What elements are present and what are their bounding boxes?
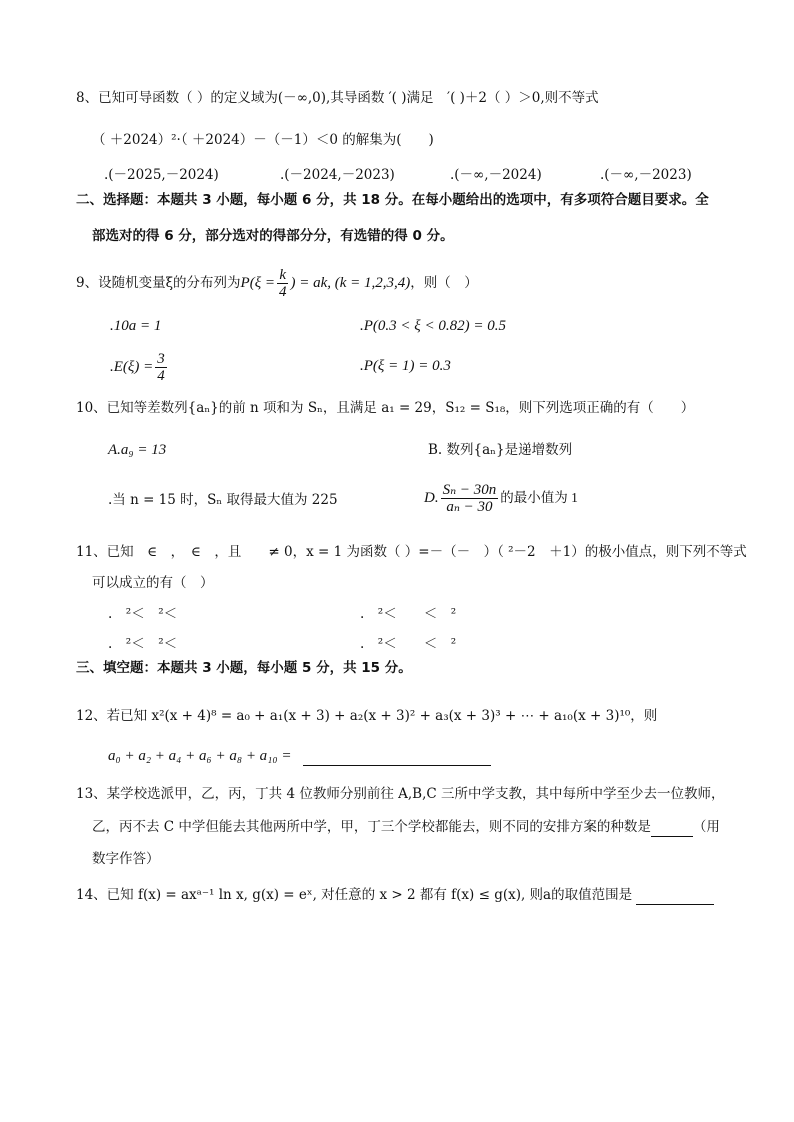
q9-option-c-label: .E(ξ) = xyxy=(110,359,154,375)
q10-option-d-text: 的最小值为 1 xyxy=(500,490,578,505)
q9-option-c xyxy=(110,350,169,384)
q9-option-a: .10a = 1 xyxy=(110,318,162,334)
q10-option-d-numerator: Sₙ − 30n xyxy=(442,482,497,499)
q9-fraction-numerator: k xyxy=(279,267,287,283)
q8-option-d: .(－∞,－2023) xyxy=(600,167,692,183)
q12-expression-text: a₀ + a₂ + a₄ + a₆ + a₈ + a₁₀ = xyxy=(108,748,292,764)
q12-stem: 12、若已知 x²(x + 4)⁸ = a₀ + a₁(x + 3) + a₂(x + 3)² + a₃(x + 3)³ + ⋯ + a₁₀(x + 3)¹⁰，则 xyxy=(76,708,658,724)
q12-expression xyxy=(108,746,491,766)
q8-condition: （ ＋2024）²·（ ＋2024）－（－1）＜0 的解集为( ) xyxy=(92,132,434,148)
q9-option-c-numerator: 3 xyxy=(157,351,165,368)
q11-option-a: . ²＜ ²＜ xyxy=(108,606,178,622)
q9-prefix: 9、设随机变量ξ的分布列为 xyxy=(76,275,241,291)
q8-stem: 8、已知可导函数（ ）的定义域为(－∞,0),其导函数 ′( )满足 ′( )＋2（ ）＞0,则不等式 xyxy=(76,90,599,106)
section-3-title: 三、填空题：本题共 3 小题，每小题 5 分，共 15 分。 xyxy=(76,660,412,676)
q11-option-d: . ²＜ ＜ ² xyxy=(360,636,457,652)
q11-option-c: . ²＜ ²＜ xyxy=(108,636,178,652)
q10-stem: 10、已知等差数列{aₙ}的前 n 项和为 Sₙ，且满足 a₁ = 29，S₁₂ = S₁₈，则下列选项正确的有（ ） xyxy=(76,400,695,416)
q13-line-3: 数字作答） xyxy=(92,851,160,867)
q13-line-2-suffix: （用 xyxy=(692,819,720,835)
q13-line-2 xyxy=(92,817,720,837)
q8-option-b: .(－2024,－2023) xyxy=(280,167,395,183)
q10-option-b: B. 数列{aₙ}是递增数列 xyxy=(428,442,573,458)
q11-stem-continued: 可以成立的有（ ） xyxy=(92,575,214,591)
q8-option-a: .(－2025,－2024) xyxy=(104,167,219,183)
q12-answer-blank[interactable] xyxy=(303,751,491,766)
section-2-instructions: 部选对的得 6 分，部分选对的得部分分，有选错的得 0 分。 xyxy=(92,228,454,244)
q9-stem xyxy=(76,266,478,300)
q9-formula-left: P(ξ = xyxy=(240,275,275,291)
q11-option-b: . ²＜ ＜ ² xyxy=(360,606,457,622)
q8-option-c: .(－∞,－2024) xyxy=(450,167,542,183)
q9-option-b: .P(0.3 < ξ < 0.82) = 0.5 xyxy=(360,318,506,334)
q13-answer-blank[interactable] xyxy=(651,822,693,837)
q14-answer-blank[interactable] xyxy=(636,890,714,905)
q14-stem xyxy=(76,885,714,905)
q10-option-d xyxy=(424,480,578,516)
q9-fraction xyxy=(277,267,289,300)
q10-option-d-denominator: aₙ − 30 xyxy=(446,499,493,516)
q9-option-d: .P(ξ = 1) = 0.3 xyxy=(360,358,451,374)
q10-option-c: .当 n = 15 时，Sₙ 取得最大值为 225 xyxy=(108,492,338,508)
q9-suffix: ，则（ ） xyxy=(410,275,478,291)
q9-option-c-fraction xyxy=(155,351,167,384)
q14-stem-text: 14、已知 f(x) = axᵃ⁻¹ ln x, g(x) = eˣ, 对任意的 x > 2 都有 f(x) ≤ g(x), 则a的取值范围是 xyxy=(76,887,633,903)
q13-line-2-text: 乙，丙不去 C 中学但能去其他两所中学，甲，丁三个学校都能去，则不同的安排方案的种数是 xyxy=(92,819,651,835)
q13-line-1: 13、某学校选派甲，乙，丙，丁共 4 位教师分别前往 A,B,C 三所中学支教，其中每所中学至少去一位教师， xyxy=(76,786,725,802)
q10-option-d-fraction xyxy=(441,482,499,515)
q9-fraction-denominator: 4 xyxy=(278,284,287,300)
q10-option-a: A.a₉ = 13 xyxy=(108,442,167,458)
section-2-title: 二、选择题：本题共 3 小题，每小题 6 分，共 18 分。在每小题给出的选项中，有多项符合题目要求。全 xyxy=(76,192,709,208)
q11-stem: 11、已知 ∈ ， ∈ ，且 ≠ 0，x = 1 为函数（ ）=－（－ ）（ ²－2 ＋1）的极小值点，则下列不等式 xyxy=(76,544,747,560)
q9-option-c-denominator: 4 xyxy=(157,368,165,385)
q10-option-d-label: D. xyxy=(424,490,439,506)
q9-formula-right: ) = ak, (k = 1,2,3,4) xyxy=(290,275,411,291)
